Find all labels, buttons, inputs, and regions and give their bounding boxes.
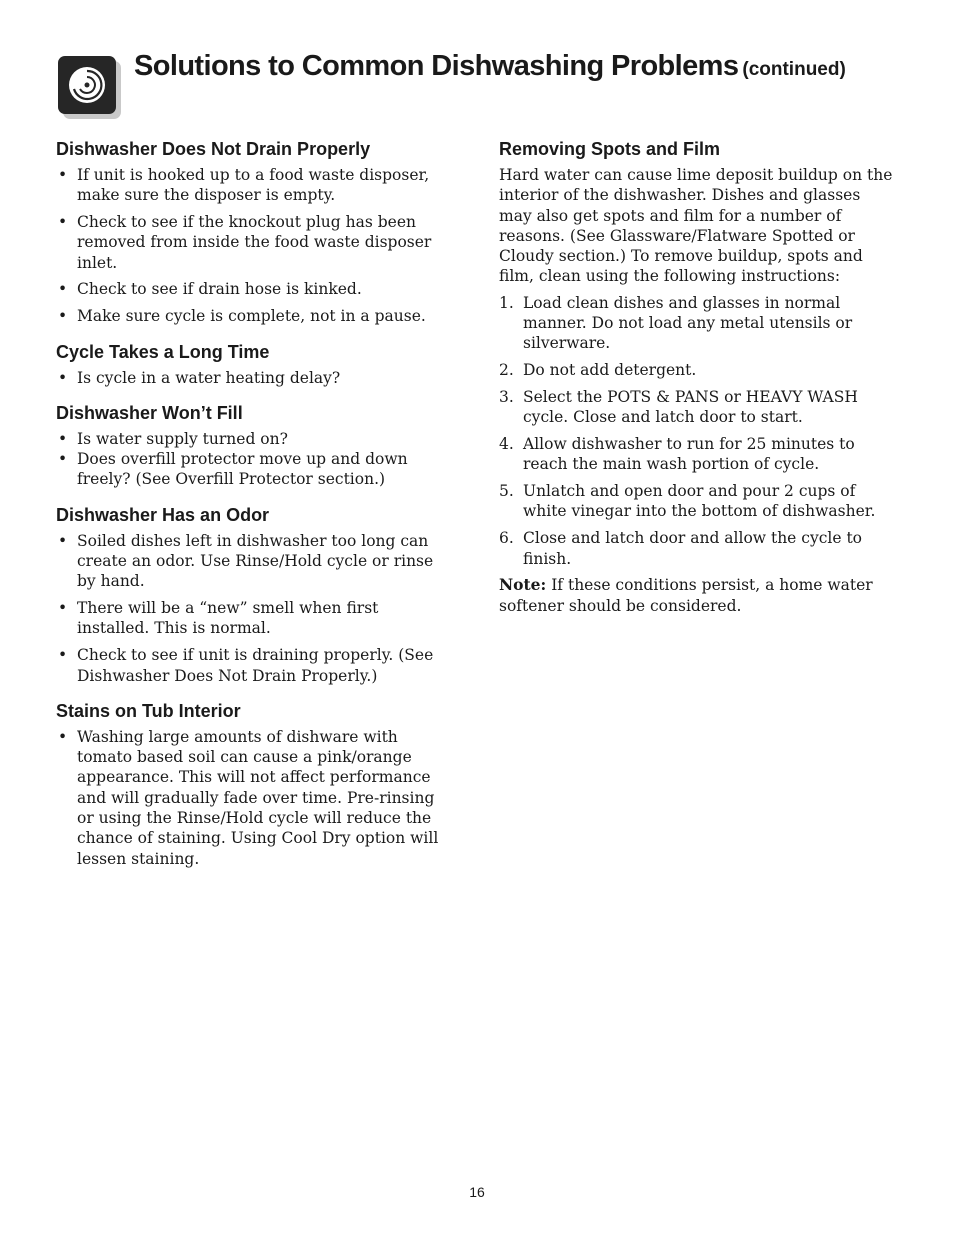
section-heading: Dishwasher Does Not Drain Properly (56, 139, 371, 159)
section-wont-fill (56, 402, 448, 490)
list-item: • Is water supply turned on? (56, 429, 448, 449)
section-heading: Removing Spots and Film (499, 139, 721, 159)
section-heading: Cycle Takes a Long Time (56, 341, 270, 362)
section-heading: Stains on Tub Interior (56, 700, 241, 721)
page-title (134, 50, 846, 83)
section-stains (56, 700, 448, 869)
steps-list (499, 293, 894, 569)
list-item: • Does overfill protector move up and down freely? (See Overfill Protector section.) (56, 449, 448, 490)
bullet-list (56, 165, 448, 327)
right-column (499, 138, 894, 622)
step-number: 1. (499, 293, 514, 312)
step-text: Allow dishwasher to run for 25 minutes to reach the main wash portion of cycle. (523, 435, 855, 474)
step-number: 5. (499, 482, 514, 501)
intro-paragraph: Hard water can cause lime deposit buildup on the interior of the dishwasher. Dishes and glasses may also get spots and film for a number of reasons. (See Glassware/Flatware Spotted or Cloudy section.) To remove buildup, spots and film, clean using the following instructions: (499, 166, 893, 286)
title-continued: (continued) (742, 59, 846, 80)
bullet-list (56, 727, 448, 869)
list-item: • Check to see if drain hose is kinked. (56, 279, 448, 299)
note-paragraph (499, 575, 894, 616)
section-odor (56, 504, 448, 686)
step-number: 3. (499, 387, 514, 406)
step-number: 6. (499, 529, 514, 548)
list-item: • There will be a “new” smell when first installed. This is normal. (56, 598, 448, 639)
step-text: Close and latch door and allow the cycle to finish. (523, 529, 863, 568)
bullet-list (56, 531, 448, 686)
section-heading: Dishwasher Has an Odor (56, 504, 270, 525)
title-text: Solutions to Common Dishwashing Problems (134, 50, 739, 82)
dishwasher-swirl-icon (58, 56, 120, 118)
list-item: • Is cycle in a water heating delay? (56, 368, 448, 388)
list-item: • Check to see if the knockout plug has been removed from inside the food waste disposer inlet. (56, 212, 448, 273)
step-text: Unlatch and open door and pour 2 cups of white vinegar into the bottom of dishwasher. (523, 482, 876, 521)
list-item: • Check to see if unit is draining properly. (See Dishwasher Does Not Drain Properly.) (56, 645, 448, 686)
step-item (499, 434, 894, 475)
page-number: 16 (469, 1184, 485, 1200)
list-item: • If unit is hooked up to a food waste disposer, make sure the disposer is empty. (56, 165, 448, 206)
section-long-time (56, 341, 448, 388)
step-text: Do not add detergent. (523, 361, 697, 380)
bullet-list (56, 429, 448, 490)
section-heading: Dishwasher Won’t Fill (56, 402, 243, 423)
left-column (56, 138, 448, 883)
step-text: Load clean dishes and glasses in normal manner. Do not load any metal utensils or silverware. (523, 293, 853, 353)
step-text: Select the POTS & PANS or HEAVY WASH cycle. Close and latch door to start. (523, 387, 858, 427)
note-label: Note: (499, 575, 547, 595)
bullet-list (56, 368, 448, 388)
note-text: If these conditions persist, a home water softener should be considered. (499, 576, 873, 615)
step-item (499, 528, 894, 569)
list-item: • Make sure cycle is complete, not in a pause. (56, 306, 448, 326)
list-item: • Washing large amounts of dishware with tomato based soil can cause a pink/orange appearance. This will not affect performance and will gradually fade over time. Pre-rinsing or using the Rinse/Hold cycle will reduce the chance of staining. Using Cool Dry option will lessen staining. (56, 727, 448, 869)
step-item (499, 293, 894, 354)
step-item (499, 387, 894, 428)
list-item: • Soiled dishes left in dishwasher too long can create an odor. Use Rinse/Hold cycle or rinse by hand. (56, 531, 448, 592)
step-item (499, 481, 894, 522)
step-item (499, 360, 894, 380)
section-not-drain (56, 138, 448, 327)
step-number: 2. (499, 361, 514, 380)
step-number: 4. (499, 435, 514, 454)
